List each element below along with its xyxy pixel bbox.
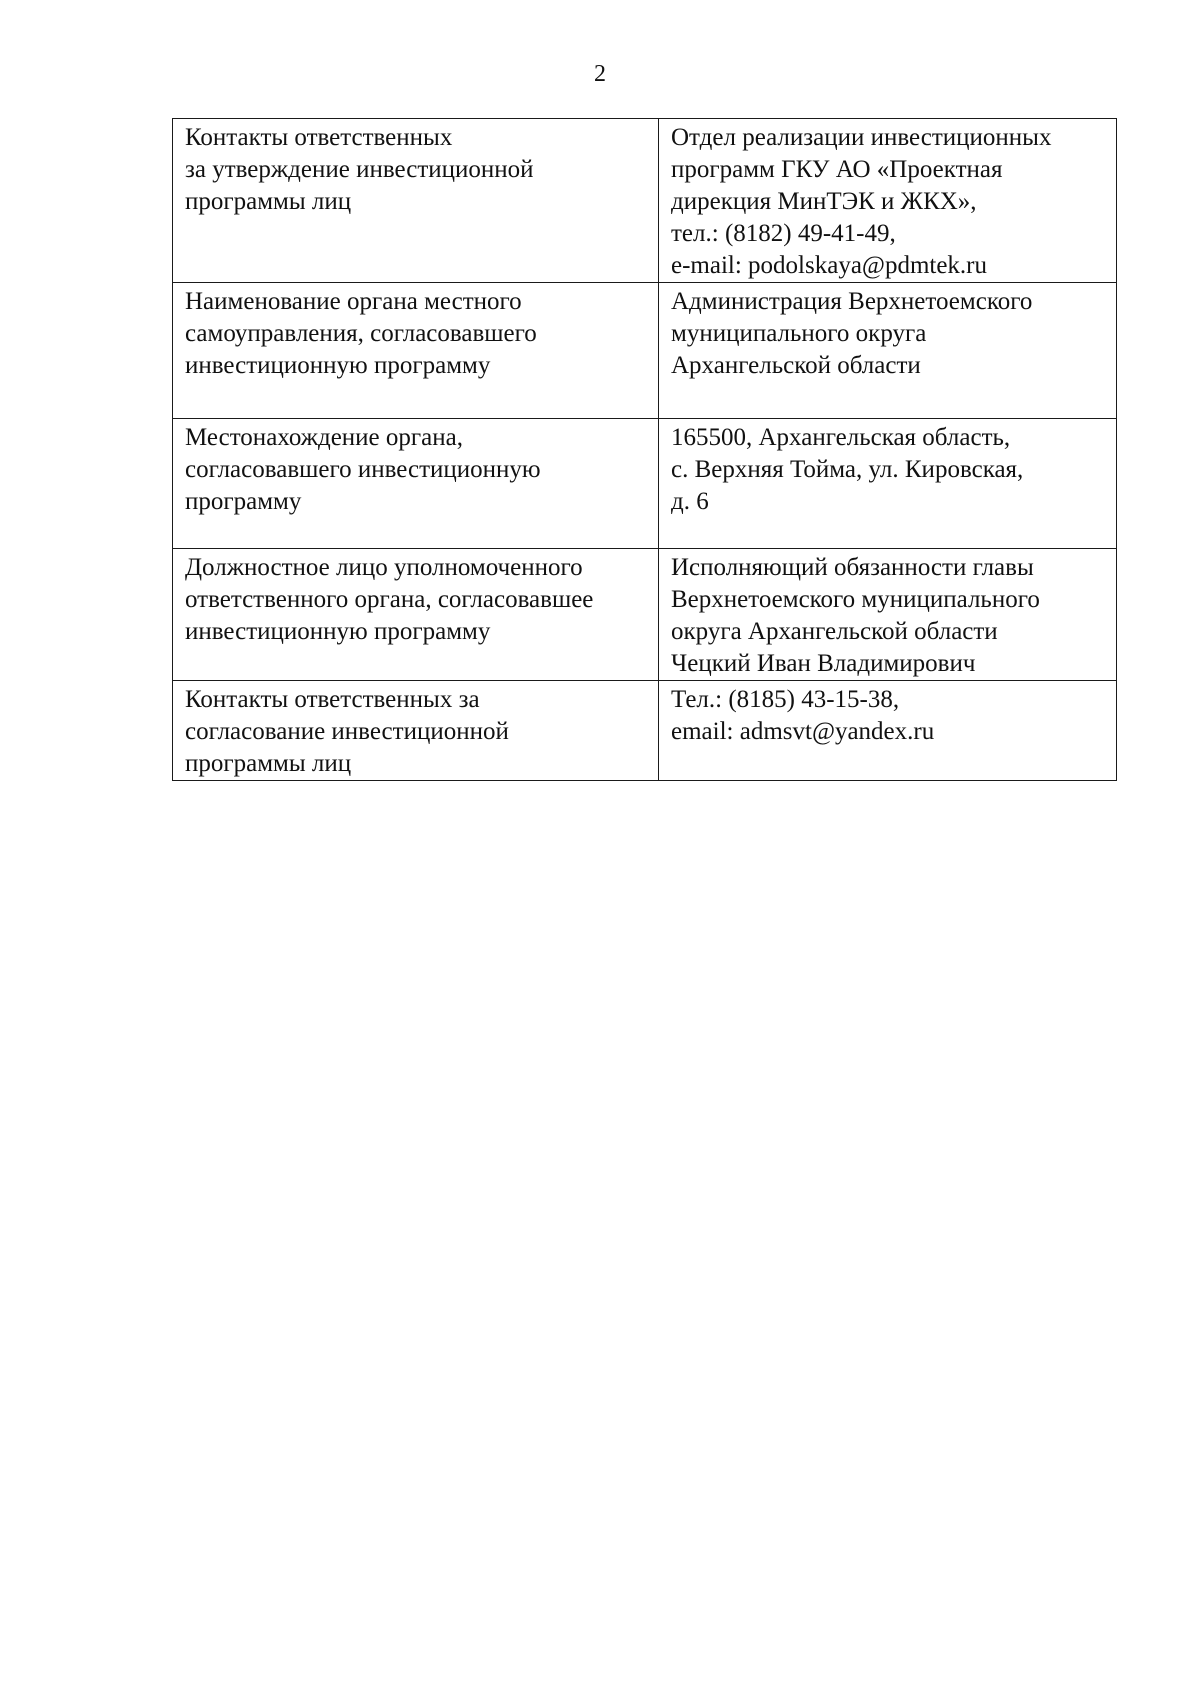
row-label: Должностное лицо уполномоченного ответственного органа, согласовавшее инвестиционную программу (173, 549, 659, 681)
table-row (173, 419, 1117, 549)
table-row (173, 549, 1117, 681)
row-value: 165500, Архангельская область, с. Верхняя Тойма, ул. Кировская, д. 6 (659, 419, 1117, 549)
row-label: Местонахождение органа, согласовавшего инвестиционную программу (173, 419, 659, 549)
table-row (173, 283, 1117, 419)
row-value: Отдел реализации инвестиционных программ ГКУ АО «Проектная дирекция МинТЭК и ЖКХ», тел.: (8182) 49-41-49, e-mail: podolskaya@pdmtek.ru (659, 119, 1117, 283)
row-value: Исполняющий обязанности главы Верхнетоемского муниципального округа Архангельской области Чецкий Иван Владимирович (659, 549, 1117, 681)
row-label: Контакты ответственных за утверждение инвестиционной программы лиц (173, 119, 659, 283)
row-value: Администрация Верхнетоемского муниципального округа Архангельской области (659, 283, 1117, 419)
table-row (173, 119, 1117, 283)
row-value: Тел.: (8185) 43-15-38, email: admsvt@yandex.ru (659, 681, 1117, 781)
table-row (173, 681, 1117, 781)
row-label: Наименование органа местного самоуправления, согласовавшего инвестиционную программу (173, 283, 659, 419)
row-label: Контакты ответственных за согласование инвестиционной программы лиц (173, 681, 659, 781)
page-number: 2 (594, 61, 606, 87)
info-table (172, 118, 1117, 781)
